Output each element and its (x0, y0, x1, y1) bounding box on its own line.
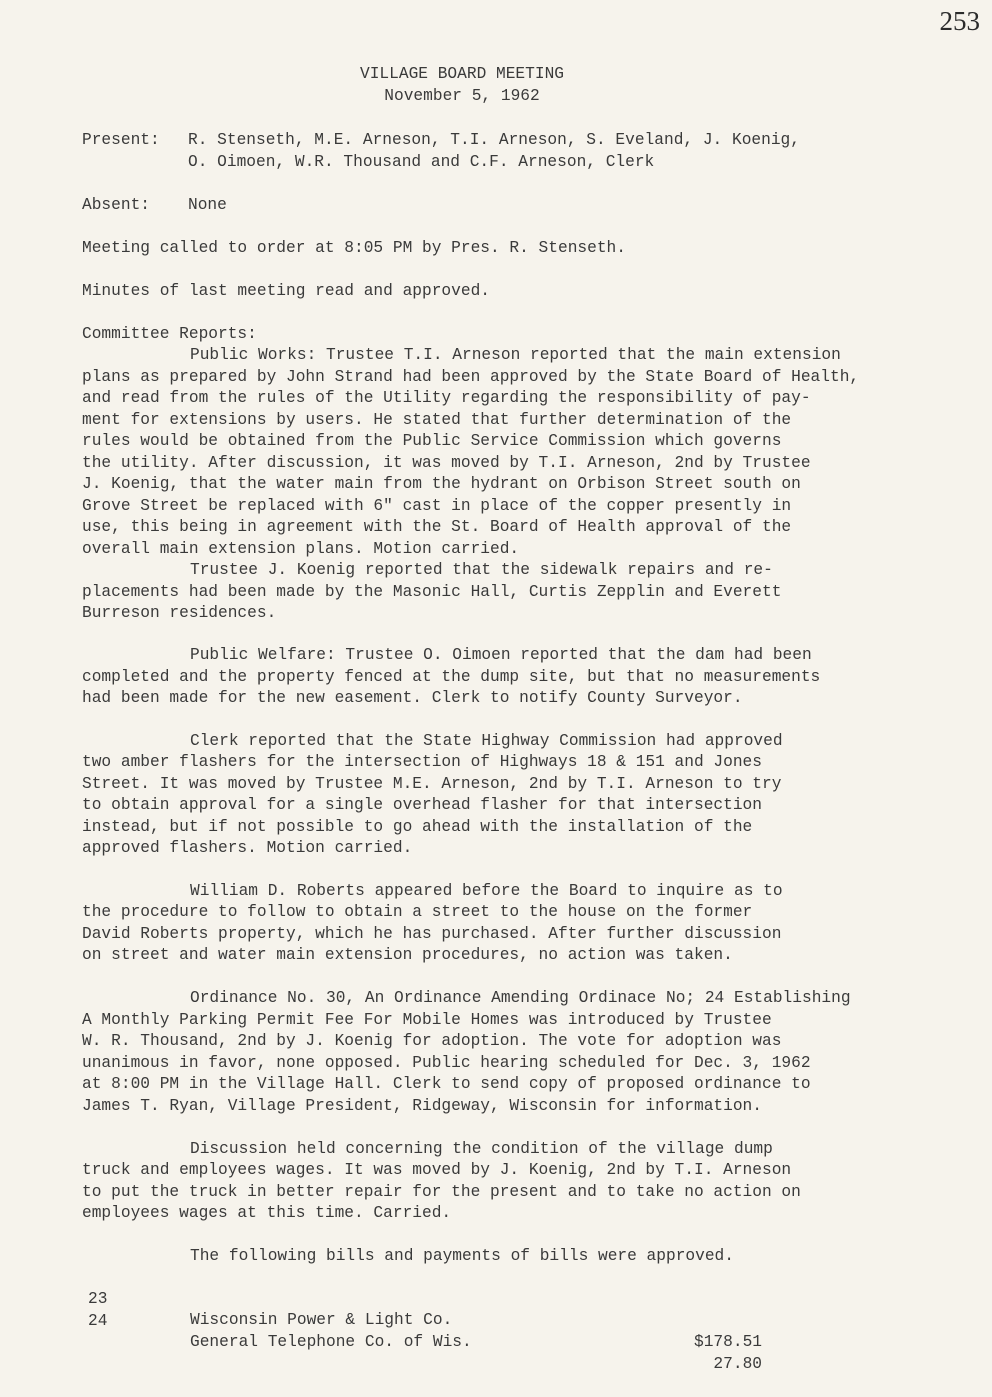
present-line-1 (82, 130, 800, 152)
dump-truck-line: truck and employees wages. It was moved by J. Koenig, 2nd by T.I. Arneson (82, 1161, 792, 1179)
sidewalk-line: Trustee J. Koenig reported that the sidewalk repairs and re- (190, 561, 773, 579)
ordinance-line: W. R. Thousand, 2nd by J. Koenig for adoption. The vote for adoption was (82, 1032, 782, 1050)
ordinance-line: Ordinance No. 30, An Ordinance Amending Ordinace No; 24 Establishing (190, 989, 851, 1007)
minutes-approved: Minutes of last meeting read and approved. (82, 282, 490, 300)
roberts-line: the procedure to follow to obtain a street to the house on the former (82, 903, 753, 921)
public-works-line: Grove Street be replaced with 6" cast in place of the copper presently in (82, 497, 792, 515)
bill-row (0, 1289, 992, 1397)
bill-payee: Wisconsin Power & Light Co. (190, 1311, 453, 1329)
highway-line: Clerk reported that the State Highway Commission had approved (190, 732, 783, 750)
roberts-line: on street and water main extension procedures, no action was taken. (82, 946, 733, 964)
present-names-2: O. Oimoen, W.R. Thousand and C.F. Arneson, Clerk (188, 153, 655, 171)
dump-truck-line: employees wages at this time. Carried. (82, 1204, 452, 1222)
meeting-date: November 5, 1962 (384, 87, 540, 105)
public-works-line: and read from the rules of the Utility regarding the responsibility of pay- (82, 389, 811, 407)
highway-line: Street. It was moved by Trustee M.E. Arneson, 2nd by T.I. Arneson to try (82, 775, 782, 793)
ordinance-line: unanimous in favor, none opposed. Public hearing scheduled for Dec. 3, 1962 (82, 1054, 811, 1072)
meeting-title: VILLAGE BOARD MEETING (360, 65, 564, 83)
page-number: 253 (939, 6, 980, 36)
present-names-1: R. Stenseth, M.E. Arneson, T.I. Arneson, S. Eveland, J. Koenig, (188, 131, 800, 149)
roberts-line: David Roberts property, which he has purchased. After further discussion (82, 925, 782, 943)
called-to-order: Meeting called to order at 8:05 PM by Pres. R. Stenseth. (82, 239, 626, 257)
bill-amount: 27.80 (713, 1354, 762, 1373)
absent-value: None (188, 196, 227, 214)
present-label: Present: (82, 131, 160, 149)
absent-label: Absent: (82, 196, 150, 214)
highway-line: to obtain approval for a single overhead flasher for that intersection (82, 796, 762, 814)
absent-line (82, 195, 227, 217)
public-welfare-line: completed and the property fenced at the dump site, but that no measurements (82, 668, 821, 686)
bill-amount: $178.51 (694, 1332, 762, 1351)
present-line-2 (82, 152, 654, 174)
sidewalk-line: Burreson residences. (82, 604, 277, 622)
sidewalk-line: placements had been made by the Masonic Hall, Curtis Zepplin and Everett (82, 583, 782, 601)
public-works-line: ment for extensions by users. He stated that further determination of the (82, 411, 792, 429)
ordinance-line: A Monthly Parking Permit Fee For Mobile Homes was introduced by Trustee (82, 1011, 772, 1029)
public-works-line: rules would be obtained from the Public Service Commission which governs (82, 432, 782, 450)
public-welfare-line: had been made for the new easement. Clerk to notify County Surveyor. (82, 689, 743, 707)
public-works-line: Public Works: Trustee T.I. Arneson reported that the main extension (190, 346, 841, 364)
committee-heading: Committee Reports: (82, 325, 257, 343)
bills-intro: The following bills and payments of bills were approved. (190, 1247, 734, 1265)
ordinance-line: at 8:00 PM in the Village Hall. Clerk to send copy of proposed ordinance to (82, 1075, 811, 1093)
public-works-line: plans as prepared by John Strand had been approved by the State Board of Health, (82, 368, 860, 386)
bill-payee: General Telephone Co. of Wis. (190, 1333, 472, 1351)
highway-line: instead, but if not possible to go ahead with the installation of the (82, 818, 753, 836)
public-works-line: J. Koenig, that the water main from the hydrant on Orbison Street south on (82, 475, 801, 493)
bill-number: 24 (88, 1311, 108, 1330)
public-welfare-line: Public Welfare: Trustee O. Oimoen reported that the dam had been (190, 646, 812, 664)
public-works-line: overall main extension plans. Motion carried. (82, 540, 520, 558)
dump-truck-line: Discussion held concerning the condition of the village dump (190, 1140, 773, 1158)
highway-line: two amber flashers for the intersection of Highways 18 & 151 and Jones (82, 753, 762, 771)
public-works-line: use, this being in agreement with the St. Board of Health approval of the (82, 518, 792, 536)
ordinance-line: James T. Ryan, Village President, Ridgeway, Wisconsin for information. (82, 1097, 762, 1115)
highway-line: approved flashers. Motion carried. (82, 839, 413, 857)
public-works-line: the utility. After discussion, it was moved by T.I. Arneson, 2nd by Trustee (82, 454, 811, 472)
bill-number: 23 (88, 1289, 108, 1308)
dump-truck-line: to put the truck in better repair for the present and to take no action on (82, 1183, 801, 1201)
roberts-line: William D. Roberts appeared before the Board to inquire as to (190, 882, 783, 900)
